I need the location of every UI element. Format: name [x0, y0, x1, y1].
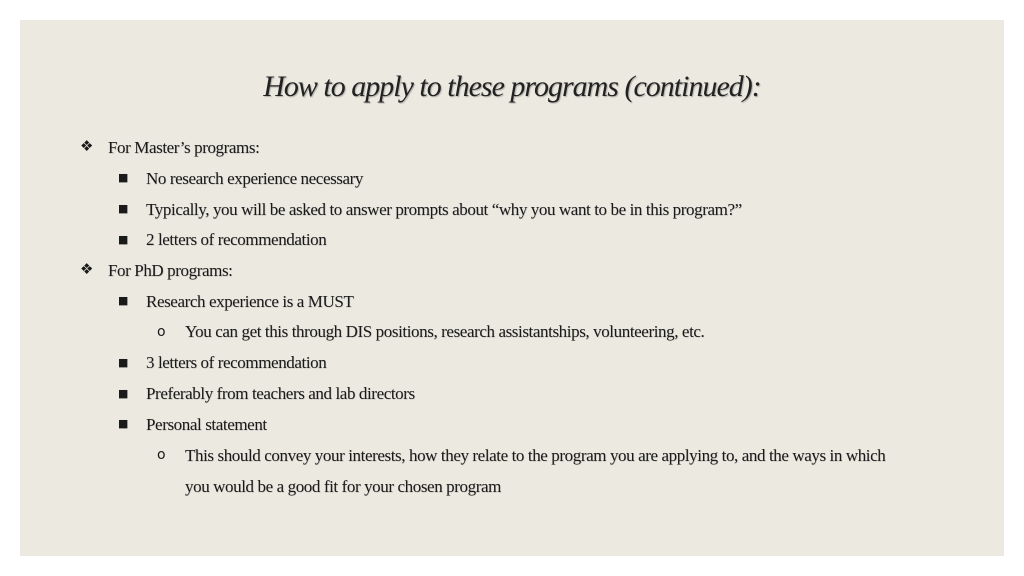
square-bullet-icon: ■ — [118, 417, 129, 430]
bullet-text: Typically, you will be asked to answer prompts about “why you want to be in this program?” — [146, 200, 742, 219]
bullet-text: You can get this through DIS positions, research assistantships, volunteering, etc. — [185, 322, 705, 341]
bullet-text: No research experience necessary — [146, 169, 364, 188]
bullet-text-continuation: you would be a good fit for your chosen program — [185, 477, 501, 496]
circle-bullet-icon: o — [157, 324, 166, 340]
square-bullet-icon: ■ — [118, 294, 129, 307]
bullet-text-phd: For PhD programs: — [108, 261, 233, 280]
bullet-text: Preferably from teachers and lab directors — [146, 384, 415, 403]
square-bullet-icon: ■ — [118, 233, 129, 246]
bullet-text-masters: For Master’s programs: — [108, 138, 260, 157]
circle-bullet-icon: o — [157, 447, 166, 463]
square-bullet-icon: ■ — [118, 171, 129, 184]
square-bullet-icon: ■ — [118, 356, 129, 369]
bullet-text: This should convey your interests, how they relate to the program you are applying to, and the ways in which — [185, 446, 886, 465]
bullet-text: 3 letters of recommendation — [146, 353, 327, 372]
square-bullet-icon: ■ — [118, 387, 129, 400]
slide-title: How to apply to these programs (continued): — [263, 70, 761, 103]
slide — [20, 20, 1004, 556]
square-bullet-icon: ■ — [118, 202, 129, 215]
bullet-text: Personal statement — [146, 415, 267, 434]
bullet-text: 2 letters of recommendation — [146, 230, 327, 249]
diamond-bullet-icon: ❖ — [80, 137, 94, 155]
bullet-text: Research experience is a MUST — [146, 292, 354, 311]
diamond-bullet-icon: ❖ — [80, 260, 94, 278]
